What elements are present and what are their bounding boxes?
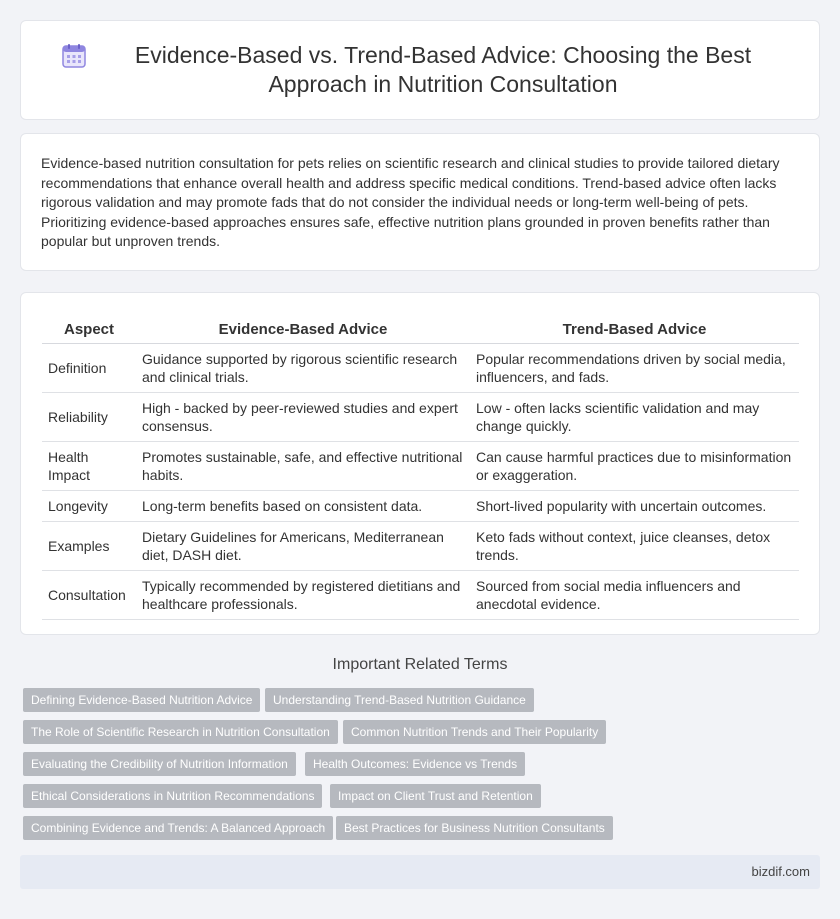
- related-term-tag[interactable]: Ethical Considerations in Nutrition Recommendations: [23, 784, 322, 808]
- header-evidence: Evidence-Based Advice: [136, 313, 470, 343]
- related-term-tag[interactable]: Impact on Client Trust and Retention: [330, 784, 541, 808]
- related-term-tag[interactable]: Best Practices for Business Nutrition Consultants: [336, 816, 613, 840]
- row-aspect: Reliability: [42, 392, 136, 441]
- related-term-tag[interactable]: Understanding Trend-Based Nutrition Guidance: [265, 688, 534, 712]
- row-evidence: Dietary Guidelines for Americans, Mediterranean diet, DASH diet.: [136, 521, 470, 570]
- row-aspect: Longevity: [42, 490, 136, 521]
- related-term-tag[interactable]: Health Outcomes: Evidence vs Trends: [305, 752, 525, 776]
- related-term-tag[interactable]: Combining Evidence and Trends: A Balanced Approach: [23, 816, 333, 840]
- related-term-tag[interactable]: The Role of Scientific Research in Nutrition Consultation: [23, 720, 338, 744]
- row-evidence: Guidance supported by rigorous scientific research and clinical trials.: [136, 343, 470, 392]
- row-trend: Short-lived popularity with uncertain outcomes.: [470, 490, 799, 521]
- table-row: [42, 392, 799, 441]
- row-trend: Can cause harmful practices due to misinformation or exaggeration.: [470, 441, 799, 490]
- related-term-tag[interactable]: Evaluating the Credibility of Nutrition Information: [23, 752, 296, 776]
- title-card: [20, 20, 820, 120]
- row-evidence: Long-term benefits based on consistent data.: [136, 490, 470, 521]
- header-aspect: Aspect: [42, 313, 136, 343]
- table-row: [42, 570, 799, 619]
- comparison-card: [20, 292, 820, 635]
- table-row: [42, 490, 799, 521]
- page-title: Evidence-Based vs. Trend-Based Advice: Choosing the Best Approach in Nutrition Consultation: [134, 42, 752, 97]
- related-term-tag[interactable]: Defining Evidence-Based Nutrition Advice: [23, 688, 260, 712]
- row-trend: Sourced from social media influencers and anecdotal evidence.: [470, 570, 799, 619]
- footer-site-link[interactable]: bizdif.com: [751, 864, 810, 879]
- row-aspect: Consultation: [42, 570, 136, 619]
- row-trend: Keto fads without context, juice cleanses, detox trends.: [470, 521, 799, 570]
- row-evidence: High - backed by peer-reviewed studies and expert consensus.: [136, 392, 470, 441]
- header-trend: Trend-Based Advice: [470, 313, 799, 343]
- related-term-tag[interactable]: Common Nutrition Trends and Their Popularity: [343, 720, 606, 744]
- related-terms-heading: Important Related Terms: [332, 656, 508, 673]
- table-header-row: [42, 313, 799, 343]
- row-aspect: Examples: [42, 521, 136, 570]
- row-evidence: Promotes sustainable, safe, and effective nutritional habits.: [136, 441, 470, 490]
- comparison-table: [42, 313, 799, 620]
- table-row: [42, 343, 799, 392]
- table-row: [42, 441, 799, 490]
- row-trend: Low - often lacks scientific validation and may change quickly.: [470, 392, 799, 441]
- title-wrap: [21, 21, 819, 119]
- calendar-icon: [61, 43, 87, 69]
- intro-card: [20, 133, 820, 271]
- row-aspect: Definition: [42, 343, 136, 392]
- row-aspect: Health Impact: [42, 441, 136, 490]
- table-row: [42, 521, 799, 570]
- intro-paragraph: Evidence-based nutrition consultation for pets relies on scientific research and clinical studies to provide tailored dietary recommendations that enhance overall health and address specific medical conditions. Trend-based advice often lacks rigorous validation and may promote fads that do not consider the individual needs or long-term well-being of pets. Prioritizing evidence-based approaches ensures safe, effective nutrition plans grounded in proven benefits rather than popular but unproven trends.: [41, 155, 780, 249]
- footer-bar: [20, 855, 820, 889]
- row-trend: Popular recommendations driven by social media, influencers, and fads.: [470, 343, 799, 392]
- row-evidence: Typically recommended by registered dietitians and healthcare professionals.: [136, 570, 470, 619]
